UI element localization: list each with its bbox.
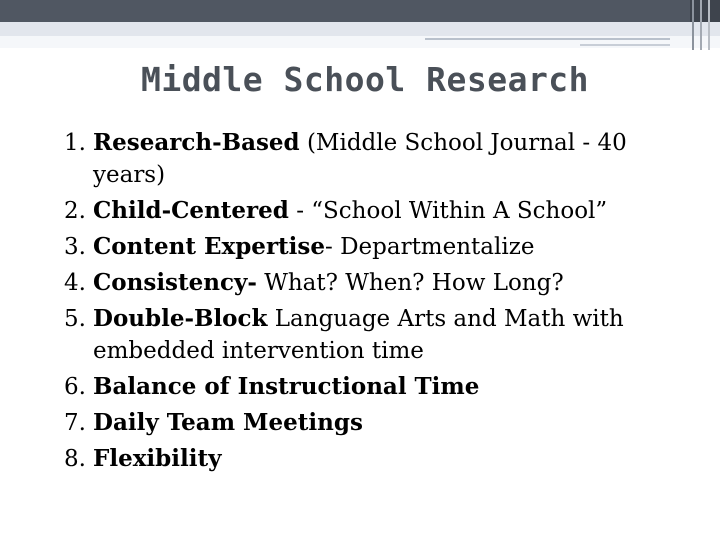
list-item xyxy=(22,443,702,475)
list-term: Daily Team Meetings xyxy=(93,409,363,436)
list-number: 7. xyxy=(64,410,86,436)
decorative-vertical-line xyxy=(708,0,710,50)
decorative-line xyxy=(580,44,670,46)
list-text: - “School Within A School” xyxy=(288,198,608,224)
list-text: (Middle School Journal - 40 years) xyxy=(93,130,627,188)
list-item xyxy=(22,127,702,191)
decorative-vertical-line xyxy=(692,0,694,50)
list-text: - Departmentalize xyxy=(325,234,535,260)
list-number: 1. xyxy=(64,130,86,156)
list-text: What? When? How Long? xyxy=(256,270,564,296)
header-stripe xyxy=(0,22,720,36)
list-term: Double-Block xyxy=(93,305,268,332)
list-text: Language Arts and Math with embedded intervention time xyxy=(93,306,624,364)
list-number: 2. xyxy=(64,198,86,224)
list-number: 6. xyxy=(64,374,86,400)
list-item xyxy=(22,371,702,403)
slide-title: Middle School Research xyxy=(140,60,590,99)
list-number: 8. xyxy=(64,446,86,472)
list-term: Content Expertise xyxy=(93,233,325,260)
list-item xyxy=(22,303,702,367)
list-item xyxy=(22,407,702,439)
header-bar xyxy=(0,0,720,22)
list-term: Research-Based xyxy=(93,129,300,156)
header-bar-accent xyxy=(690,0,720,22)
list-term: Child-Centered xyxy=(93,197,289,224)
list-term: Balance of Instructional Time xyxy=(93,373,480,400)
research-list xyxy=(22,127,702,479)
list-item xyxy=(22,267,702,299)
list-item xyxy=(22,231,702,263)
list-term: Flexibility xyxy=(93,445,222,472)
list-number: 3. xyxy=(64,234,86,260)
decorative-line xyxy=(425,38,670,40)
list-item xyxy=(22,195,702,227)
list-number: 4. xyxy=(64,270,86,296)
list-term: Consistency- xyxy=(93,269,257,296)
decorative-vertical-line xyxy=(700,0,702,50)
list-number: 5. xyxy=(64,306,86,332)
